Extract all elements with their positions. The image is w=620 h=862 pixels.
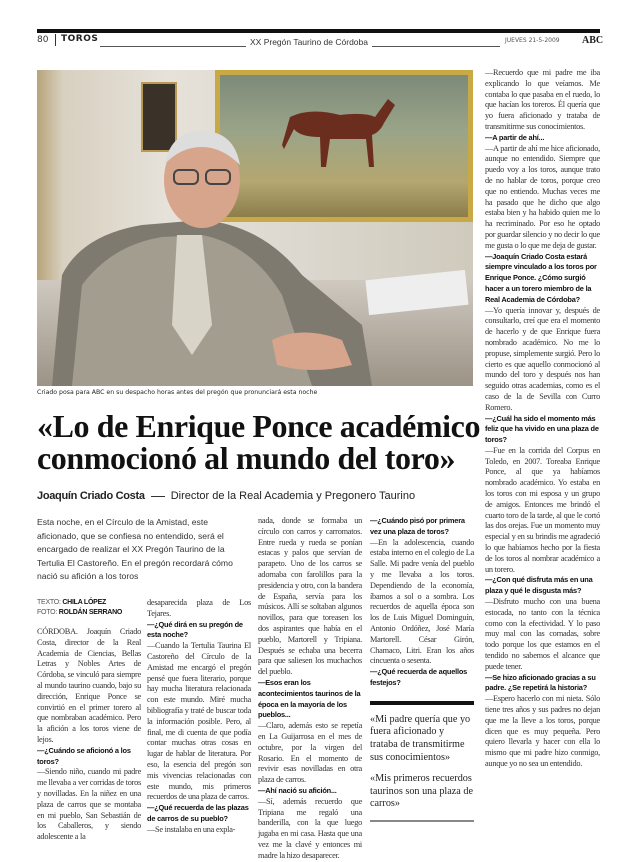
left-text-block xyxy=(37,516,251,843)
pull-quote-rule xyxy=(370,820,474,822)
interview-answer: —Cuando la Tertulia Taurina El Castoreño del Círculo de la Amistad me encargó el pregón pensé que fuera literario, porque hay mucha literatura relacionada con este mundo. Miré mucha bibliografía y traté de buscar toda la información posible. Pero, al final, me di cuenta de que podía contar muchas otras cosas en lugar de hablar de literatura. Por eso, la esencia del pregón son mis vivencias relacionadas con este mundo, mis primeros recuerdos de una plaza de carros. xyxy=(147,641,251,802)
photo-author: ROLDÁN SERRANO xyxy=(58,608,123,616)
newspaper-logo: ABC xyxy=(582,35,604,46)
interview-question: —¿Cuál ha sido el momento más feliz que ha vivido en una plaza de toros? xyxy=(485,413,599,445)
interview-answer: —Yo quería innovar y, después de consultarlo, creí que era el momento de hacerlo y de que Enrique fuera nombrado académico. No me lo propuse, simplemente surgió. Pero lo cierto es que aquello conmocionó al mundo del toro y después nos han seguido otras academias, como es el caso de la de Sevilla con Curro Romero. xyxy=(485,305,600,412)
text-column-3 xyxy=(258,516,362,862)
column-4-block xyxy=(370,516,474,822)
interview-question: —Joaquín Criado Costa estará siempre vinculado a los toros por Enrique Ponce. ¿Cómo surgió hacer a un torero miembro de la Real Academia de Córdoba? xyxy=(485,251,597,304)
kicker-rule xyxy=(100,46,246,47)
photo-label: FOTO: xyxy=(37,608,58,616)
man-portrait xyxy=(52,125,382,386)
text-column-2 xyxy=(147,598,251,843)
interview-answer: nada, donde se formaba un círculo con carros y carromatos. Entre rueda y rueda se ponían estacas y palos que servían de parapeto. Uno de los carros se adornaba con farolillos para la presidencia y otro, con la bandera de España, servía para los músicos. Allí se soltaban algunos novillos, para que toreasen los dos aspirantes que había en el pueblo, Martorell y Tripiana. Después se echaba una becerra para que saliesen los muchachos del pueblo. xyxy=(258,516,362,677)
interview-answer: —En la adolescencia, cuando estaba interno en el colegio de La Salle. Mi padre venía del pueblo y me llevaba a los toros. Dependiendo de la economía, íbamos a sol o a sombra. Los recuerdos de aquella época son los de Luis Miguel Dominguín, Antonio Ordóñez, José María Martorell. César Girón, Chamaco, Litri. Eran los años cincuenta o sesenta. xyxy=(370,537,474,666)
pull-quote: «Mis primeros recuerdos taurinos son una plaza de carros» xyxy=(370,773,473,810)
interview-answer: —Recuerdo que mi padre me iba explicando lo que veíamos. Me contaba lo que pasaba en el ruedo, lo que hacían los toreros. Él quería que yo fuera aficionado y trataba de transmitirme sus conocimientos. xyxy=(485,68,600,131)
interview-answer: —Disfruto mucho con una buena estocada, no tanto con la técnica como con la efectividad. Y lo paso muy mal con las cornadas, sobre todo porque los que estamos en el tendido no sabemos el alcance que puede tener. xyxy=(485,597,600,671)
headline: «Lo de Enrique Ponce académico conmocionó al mundo del toro» xyxy=(37,408,481,476)
left-columns xyxy=(37,598,251,843)
pull-quotes xyxy=(370,701,474,811)
interview-answer: CÓRDOBA. Joaquín Criado Costa, director de la Real Academia de Ciencias, Bellas Letras y Nobles Artes de Córdoba, se vinculó para siempre al mundo taurino cuando, bajo su dirección, Enrique Ponce se convirtió en el primer torero al que nombraban académico. Pero la afición a los toros viene de lejos. xyxy=(37,626,141,744)
interview-answer: —Espero hacerlo con mi nieta. Sólo tiene tres años y sus padres no dejan que me la lleve a los toros, porque dicen que es muy pequeña. Pero quiero llevarla y hacer con ella lo mismo que mi padre hizo conmigo, aunque yo no sea un entendido. xyxy=(485,694,600,768)
text-column-5 xyxy=(485,68,600,770)
interview-question: —Esos eran los acontecimientos taurinos de la época en la mayoría de los pueblos... xyxy=(258,677,361,720)
subject-name: Joaquín Criado Costa xyxy=(37,490,145,502)
subject-role: Director de la Real Academia y Pregonero Taurino xyxy=(170,490,416,502)
interview-answer: —A partir de ahí me hice aficionado, aunque no entendido. Siempre que puedo voy a los toros, aunque trato de no hablar de toros, porque creo que no entiendo. Muchas veces me ha pasado que he dicho que algo estaba bien y ha habido quien me lo ha recriminado. Por eso he optado por guardar silencio y no decir lo que me gusta o lo que me deja de gustar. xyxy=(485,143,600,250)
section-label: TOROS xyxy=(55,34,98,46)
interview-answer: —Siendo niño, cuando mi padre me llevaba a ver corridas de toros y novilladas. En la niñez en una plaza de carros que se montaba en mi pueblo, San Sebastián de los Caballeros, y siendo adolescente a la xyxy=(37,767,141,842)
text-label: TEXTO: xyxy=(37,598,61,606)
issue-date: JUEVES 21-5-2009 xyxy=(505,37,560,44)
interview-question: —¿Qué recuerda de aquellos festejos? xyxy=(370,667,468,687)
text-author: CHILA LÓPEZ xyxy=(62,598,107,606)
interview-question: —Se hizo aficionado gracias a su padre. ¿Se repetirá la historia? xyxy=(485,672,596,693)
header-rule xyxy=(37,29,600,33)
interview-question: —¿Con qué disfruta más en una plaza y qué le disgusta más? xyxy=(485,575,593,596)
pull-quote: «Mi padre quería que yo fuera aficionado y trataba de transmitirme sus conocimientos» xyxy=(370,713,471,763)
interview-answer: —Se instalaba en una expla- xyxy=(147,824,236,834)
interview-question: —¿Qué dirá en su pregón de esta noche? xyxy=(147,619,243,640)
page-number: 80 xyxy=(37,35,49,45)
interview-question: —¿Qué recuerda de las plazas de carros de su pueblo? xyxy=(147,803,249,823)
article-intro: Esta noche, en el Círculo de la Amistad, este aficionado, que se confiesa no entendido, será el encargado de realizar el XX Pregón Taurino de la Tertulia El Castoreño. En el pregón recordará cómo nació su afición a los toros xyxy=(37,517,233,582)
text-column-1 xyxy=(37,598,141,843)
separator xyxy=(151,496,165,497)
kicker-rule xyxy=(372,46,500,47)
interview-answer: —Sí, además recuerdo que Tripiana me regaló una banderilla, con la que luego jugaba en mi casa. Hasta que una vez me la clavé y entonces mi madre la hizo desaparecer. xyxy=(258,796,362,860)
interview-answer: —Claro, además esto se repetía en La Guijarrosa en el mes de octubre, por la virgen del Rosario. En el momento de revivir esas novilladas en otra plaza de carros. xyxy=(258,721,362,785)
interview-question: —Ahí nació su afición... xyxy=(258,785,337,795)
interview-question: —A partir de ahí... xyxy=(485,132,545,142)
interview-question: —¿Cuándo se aficionó a los toros? xyxy=(37,745,131,766)
interview-answer: —Fue en la corrida del Corpus en Toledo, en 2007. Toreaba Enrique Ponce, al que ya habíamos nombrado académico. Yo estaba en los toros con mi esposa y un grupo de amigos. Entonces me brindó el cuarto toro de la tarde, al que le cortó las dos orejas. Fue un momento muy especial y en su brindis me agradeció lo que habíamos hecho por la fiesta de los toros al nombrar académico a un torero. xyxy=(485,445,600,574)
photo-caption: Criado posa para ABC en su despacho horas antes del pregón que pronunciará esta noche xyxy=(37,389,318,396)
interview-question: —¿Cuándo pisó por primera vez una plaza de toros? xyxy=(370,516,465,536)
kicker: XX Pregón Taurino de Córdoba xyxy=(250,37,368,47)
byline xyxy=(37,598,141,618)
text-column-4 xyxy=(370,516,474,689)
article-photo xyxy=(37,70,473,386)
interview-answer: desaparecida plaza de Los Tejares. xyxy=(147,597,251,618)
